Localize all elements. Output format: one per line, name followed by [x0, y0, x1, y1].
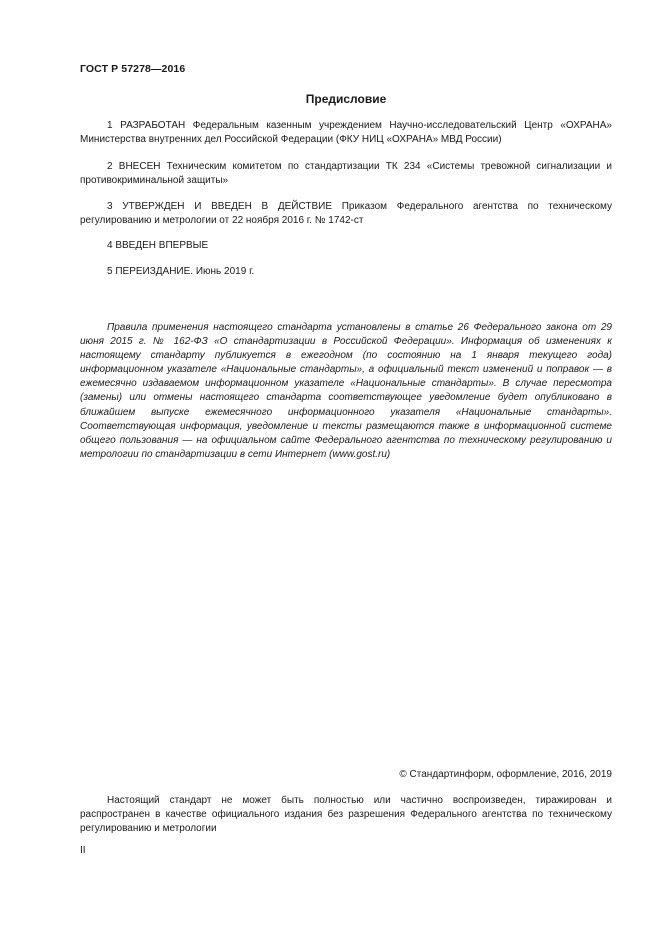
- reproduction-rights-notice: [80, 794, 612, 837]
- page-number: II: [80, 845, 86, 856]
- preface-item-2: [80, 160, 612, 188]
- preface-item-2-text: 2 ВНЕСЕН Техническим комитетом по стандартизации ТК 234 «Системы тревожной сигнализации и противокриминальной защиты»: [80, 161, 612, 187]
- copyright-line: © Стандартинформ, оформление, 2016, 2019: [399, 769, 612, 780]
- standard-application-note: [80, 321, 612, 462]
- note-text: Правила применения настоящего стандарта установлены в статье 26 Федерального закона от 29 июня 2015 г. № 162-ФЗ «О стандартизации в Российской Федерации». Информация об изменениях к настоящему стандарту публикуется в ежегодном (по состоянию на 1 января текущего года) информационном указателе «Национальные стандарты», а официальный текст изменений и поправок — в ежемесячно издаваемом информационном указателе «Национальные стандарты». В случае пересмотра (замены) или отмены настоящего стандарта соответствующее уведомление будет опубликовано в ближайшем выпуске ежемесячного информационного указателя «Национальные стандарты». Соответствующая информация, уведомление и тексты размещаются также в информационной системе общего пользования — на официальном сайте Федерального агентства по техническому регулированию и метрологии по стандартизации в сети Интернет (www.gost.ru): [80, 322, 612, 460]
- preface-item-1: [80, 119, 612, 147]
- preface-item-4-text: 4 ВВЕДЕН ВПЕРВЫЕ: [107, 240, 209, 251]
- preface-item-3: [80, 200, 612, 228]
- preface-item-4: [80, 239, 612, 253]
- preface-item-3-text: 3 УТВЕРЖДЕН И ВВЕДЕН В ДЕЙСТВИЕ Приказом Федерального агентства по техническому регулированию и метрологии от 22 ноября 2016 г. № 1742-ст: [80, 201, 612, 227]
- standard-code-header: ГОСТ Р 57278—2016: [80, 63, 186, 75]
- preface-item-5-text: 5 ПЕРЕИЗДАНИЕ. Июнь 2019 г.: [107, 266, 255, 277]
- rights-text: Настоящий стандарт не может быть полностью или частично воспроизведен, тиражирован и распространен в качестве официального издания без разрешения Федерального агентства по техническому регулированию и метрологии: [80, 795, 612, 835]
- preface-item-1-text: 1 РАЗРАБОТАН Федеральным казенным учреждением Научно-исследовательский Центр «ОХРАНА» Министерства внутренних дел Российской Федерации (ФКУ НИЦ «ОХРАНА» МВД России): [80, 120, 612, 146]
- preface-title: Предисловие: [305, 92, 387, 106]
- preface-item-5: [80, 265, 612, 279]
